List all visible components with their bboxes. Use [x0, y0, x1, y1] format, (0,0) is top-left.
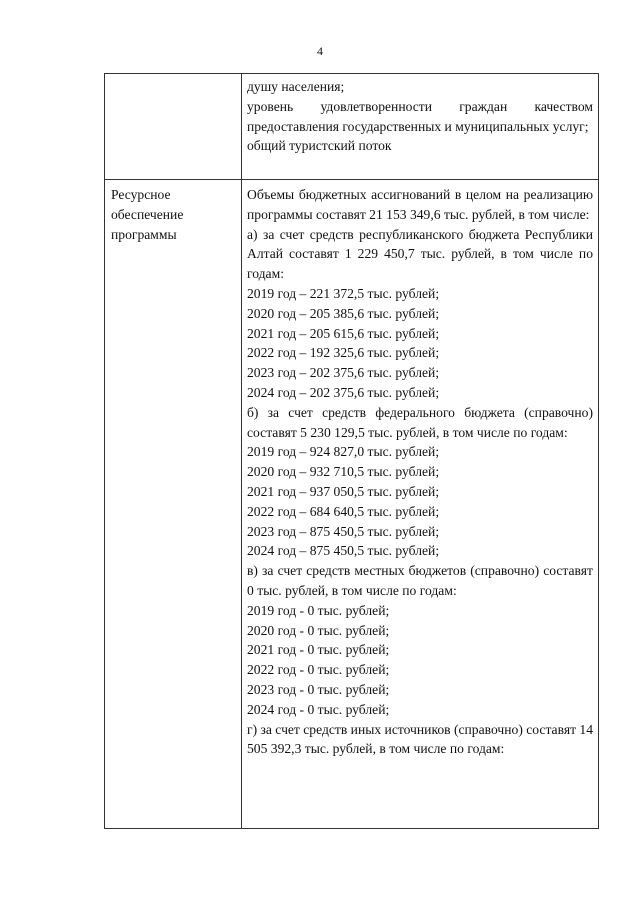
- funding-year-line: 2019 год - 0 тыс. рублей;: [247, 602, 390, 618]
- funding-source-heading: г) за счет средств иных источников (справочно) составят 14 505 392,3 тыс. рублей, в том числе по годам:: [247, 721, 594, 757]
- table-row: [105, 180, 599, 829]
- funding-year-line: 2021 год - 0 тыс. рублей;: [247, 642, 390, 658]
- funding-year-line: 2021 год – 205 615,6 тыс. рублей;: [247, 325, 440, 341]
- funding-year-line: 2023 год – 202 375,6 тыс. рублей;: [247, 365, 440, 381]
- row-label: [105, 74, 241, 84]
- funding-source-heading: в) за счет средств местных бюджетов (справочно) составят 0 тыс. рублей, в том числе по годам:: [247, 563, 593, 598]
- indicator-line: общий туристский поток: [247, 138, 392, 154]
- funding-year-line: 2024 год – 202 375,6 тыс. рублей;: [247, 384, 440, 400]
- funding-source-heading: б) за счет средств федерального бюджета (справочно) составят 5 230 129,5 тыс. рублей, в том числе по годам:: [247, 404, 593, 440]
- funding-year-line: 2024 год – 875 450,5 тыс. рублей;: [247, 543, 440, 559]
- funding-year-line: 2022 год - 0 тыс. рублей;: [247, 662, 390, 678]
- funding-year-line: 2023 год - 0 тыс. рублей;: [247, 681, 390, 697]
- funding-year-line: 2020 год – 205 385,6 тыс. рублей;: [247, 305, 440, 321]
- page-number: 4: [317, 44, 323, 58]
- funding-year-line: 2022 год – 684 640,5 тыс. рублей;: [247, 503, 440, 519]
- funding-year-line: 2019 год – 924 827,0 тыс. рублей;: [247, 444, 440, 460]
- resource-provision-label: Ресурсное обеспечение программы: [111, 187, 184, 242]
- indicator-line: уровень удовлетворенности граждан качеством предоставления государственных и муниципальных услуг;: [247, 98, 593, 134]
- row-label-cell: [105, 74, 242, 180]
- funding-year-line: 2024 год - 0 тыс. рублей;: [247, 701, 390, 717]
- funding-year-line: 2019 год – 221 372,5 тыс. рублей;: [247, 285, 440, 301]
- funding-year-line: 2020 год - 0 тыс. рублей;: [247, 622, 390, 638]
- row-value-cell: [242, 74, 599, 180]
- funding-year-line: 2020 год – 932 710,5 тыс. рублей;: [247, 464, 440, 480]
- funding-year-line: 2023 год – 875 450,5 тыс. рублей;: [247, 523, 440, 539]
- funding-intro: Объемы бюджетных ассигнований в целом на реализацию программы составят 21 153 349,6 тыс. рублей, в том числе:: [247, 187, 593, 222]
- row-label-cell: [105, 180, 242, 829]
- indicator-line: душу населения;: [247, 79, 345, 94]
- row-value-cell: [242, 180, 599, 829]
- table-row: [105, 74, 599, 180]
- funding-source-heading: а) за счет средств республиканского бюджета Республики Алтай составят 1 229 450,7 тыс. рублей, в том числе по годам:: [247, 226, 593, 282]
- funding-year-line: 2021 год – 937 050,5 тыс. рублей;: [247, 483, 440, 499]
- program-passport-table: [104, 73, 599, 829]
- funding-year-line: 2022 год – 192 325,6 тыс. рублей;: [247, 345, 440, 361]
